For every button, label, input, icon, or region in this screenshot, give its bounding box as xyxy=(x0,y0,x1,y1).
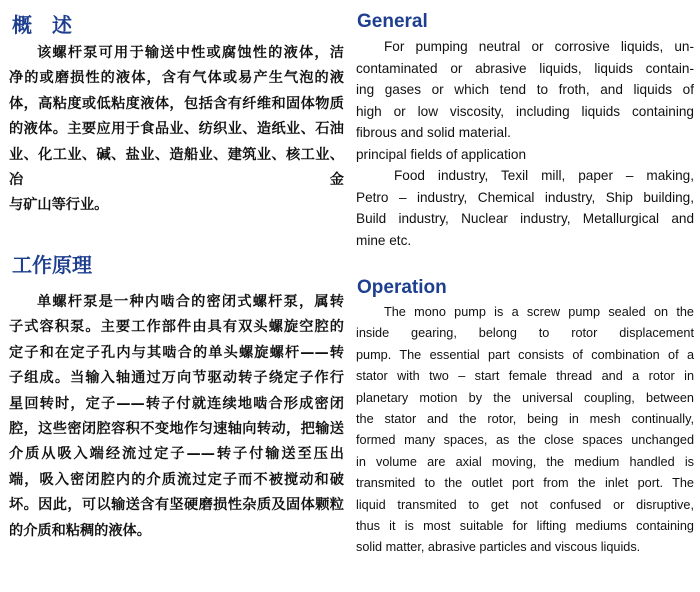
principle-line: 介质从吸入端经流过定子——转子付输送至压出 xyxy=(9,446,344,463)
principle-line: 星回转时，定子——转子付就连续地啮合形成密闭 xyxy=(9,395,344,412)
operation-line: in volume are axial moving, the medium handled is xyxy=(356,454,694,469)
principle-line: 坏。因此，可以输送含有坚硬磨损性杂质及固体颗粒 xyxy=(9,497,344,514)
operation-paragraph xyxy=(356,302,694,559)
operation-line: formed many spaces, as the close spaces unchanged xyxy=(356,433,694,448)
general-line: For pumping neutral or corrosive liquids, un- xyxy=(384,39,694,54)
general-paragraph xyxy=(356,36,694,251)
general-line: fibrous and solid material. xyxy=(356,125,511,140)
general-line: contaminated or abrasive liquids, liquids contain- xyxy=(356,60,694,76)
overview-line: 该螺杆泵可用于输送中性或腐蚀性的液体，洁 xyxy=(37,45,344,61)
overview-line: 净的或磨损性的液体，含有气体或易产生气泡的液 xyxy=(9,70,344,87)
operation-title: Operation xyxy=(357,277,447,298)
general-line: Petro – industry, Chemical industry, Ship building, xyxy=(356,189,694,205)
principle-line: 腔，这些密闭腔容积不变地作匀速轴向转动，把输送 xyxy=(9,421,344,438)
general-title: General xyxy=(357,11,428,32)
general-line: high or low viscosity, including liquids containing xyxy=(356,103,694,119)
principle-line: 子组成。当输入轴通过万向节驱动转子绕定子作行 xyxy=(9,370,344,387)
principle-title: 工作原理 xyxy=(12,253,92,277)
principle-line: 定子和在定子孔内与其啮合的单头螺旋螺杆——转 xyxy=(9,344,344,361)
general-line: ing gases or which tend to froth, and liquids of xyxy=(356,82,694,97)
overview-line: 的液体。主要应用于食品业、纺织业、造纸业、石油 xyxy=(9,121,344,138)
overview-title: 概 述 xyxy=(12,13,72,37)
operation-line: stator with two – start female thread and a rotor in xyxy=(356,369,694,384)
general-line: Build industry, Nuclear industry, Metallurgical and xyxy=(356,211,694,226)
principle-line: 的介质和粘稠的液体。 xyxy=(9,522,151,539)
operation-line: the stator and the rotor, being in mesh continually, xyxy=(356,412,694,427)
principle-paragraph xyxy=(9,290,344,544)
operation-line: pump. The essential part consists of combination of a xyxy=(356,347,694,362)
operation-line: inside gearing, belong to rotor displacement xyxy=(356,326,694,341)
operation-line: transmited to the outlet port from the inlet port. The xyxy=(356,476,694,491)
operation-line: solid matter, abrasive particles and viscous liquids. xyxy=(356,540,641,555)
general-line: principal fields of application xyxy=(356,146,527,162)
general-line: Food industry, Texil mill, paper – making, xyxy=(394,168,694,183)
overview-line: 体，高粘度或低粘度液体，包括含有纤维和固体物质 xyxy=(9,95,344,112)
operation-line: The mono pump is a screw pump sealed on the xyxy=(384,305,694,319)
operation-line: thus it is most suitable for lifting mediums containing xyxy=(356,519,694,534)
overview-line: 与矿山等行业。 xyxy=(9,197,109,214)
operation-line: liquid transmited to get not confused or disruptive, xyxy=(356,497,694,512)
principle-line: 单螺杆泵是一种内啮合的密闭式螺杆泵，属转 xyxy=(37,294,344,310)
overview-line: 业、化工业、碱、盐业、造船业、建筑业、核工业、冶金 xyxy=(9,146,344,189)
operation-line: planetary motion by the universal coupling, between xyxy=(356,390,694,405)
principle-line: 端，吸入密闭腔内的介质流过定子而不被搅动和破 xyxy=(9,471,344,488)
principle-line: 子式容积泵。主要工作部件由具有双头螺旋空腔的 xyxy=(9,319,344,336)
overview-paragraph xyxy=(9,41,344,219)
general-line: mine etc. xyxy=(356,232,412,248)
